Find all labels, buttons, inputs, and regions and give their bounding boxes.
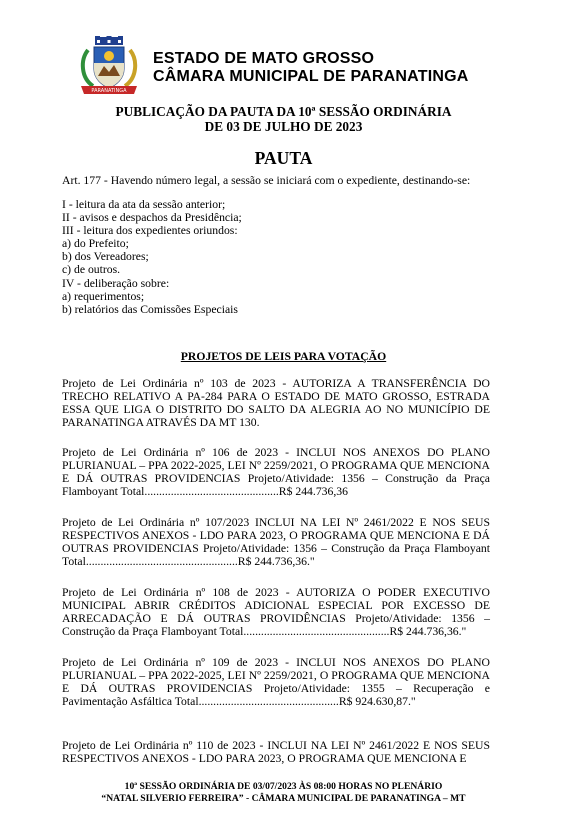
footer-line-1: 10ª SESSÃO ORDINÁRIA DE 03/07/2023 ÀS 08:00 HORAS NO PLENÁRIO [124, 781, 443, 792]
list-item: IV - deliberação sobre: [62, 276, 170, 290]
logo-text: PARANATINGA [91, 88, 127, 94]
list-item: b) relatórios das Comissões Especiais [62, 302, 238, 316]
state-name: ESTADO DE MATO GROSSO [153, 50, 375, 67]
list-item: a) requerimentos; [62, 289, 145, 303]
project-item: Projeto de Lei Ordinária nº 103 de 2023 - AUTORIZA A TRANSFERÊNCIA DO TRECHO RELATIVO A PA-284 PARA O ESTADO DE MATO GROSSO, ESTRADA ESSA QUE LIGA O DISTRITO DO SALTO DA ALEGRIA AO NO MUNICÍPIO DE PARANATINGA ATRAVÉS DA MT 130. [62, 377, 490, 430]
list-item: II - avisos e despachos da Presidência; [62, 211, 242, 225]
header-title [153, 50, 533, 86]
list-item: I - leitura da ata da sessão anterior; [62, 198, 226, 211]
project-item: Projeto de Lei Ordinária nº 110 de 2023 - INCLUI NA LEI Nº 2461/2022 E NOS SEUS RESPECTIVOS ANEXOS - LDO PARA 2023, O PROGRAMA QUE MENCIONA E [62, 739, 490, 766]
publication-title [40, 104, 527, 134]
agenda-list [62, 198, 490, 316]
article-text: Art. 177 - Havendo número legal, a sessão se iniciará com o expediente, destinando-se: [62, 174, 471, 187]
list-item: c) de outros. [62, 263, 121, 277]
project-item: Projeto de Lei Ordinária nº 109 de 2023 - INCLUI NOS ANEXOS DO PLANO PLURIANUAL – PPA 2022-2025, LEI Nº 2259/2021, O PROGRAMA QUE MENCIONA E DÁ OUTRAS PROVIDENCIAS Projeto/Atividade: 1355 – Recuperação e Pavimentação Asfáltica Total................................................R$ 924.630,87." [62, 656, 490, 709]
project-item: Projeto de Lei Ordinária nº 106 de 2023 - INCLUI NOS ANEXOS DO PLANO PLURIANUAL – PPA 2022-2025, LEI Nº 2259/2021, O PROGRAMA QUE MENCIONA E DÁ OUTRAS PROVIDENCIAS Projeto/Atividade: 1356 – Construção da Praça Flamboyant Total..............................................R$ 244.736,36 [62, 446, 490, 499]
publication-line-2: DE 03 DE JULHO DE 2023 [204, 119, 363, 134]
list-item: a) do Prefeito; [62, 237, 129, 251]
projects-section-title: PROJETOS DE LEIS PARA VOTAÇÃO [180, 350, 387, 363]
pauta-title: PAUTA [254, 148, 313, 168]
project-item: Projeto de Lei Ordinária nº 108 de 2023 - AUTORIZA O PODER EXECUTIVO MUNICIPAL ABRIR CRÉDITOS ADICIONAL ESPECIAL POR EXCESSO DE ARRECADAÇÃO E DÁ OUTRAS PROVIDÊNCIAS Projeto/Atividade: 1356 – Construção da Praça Flamboyant Total..................................................R$ 244.736,36." [62, 586, 490, 639]
project-item: Projeto de Lei Ordinária nº 107/2023 INCLUI NA LEI Nº 2461/2022 E NOS SEUS RESPECTIVOS ANEXOS - LDO PARA 2023, O PROGRAMA QUE MENCIONA E DÁ OUTRAS PROVIDENCIAS Projeto/Atividade: 1356 – Construção da Praça Flamboyant Total....................................................R$ 244.736,36." [62, 516, 490, 569]
chamber-name: CÂMARA MUNICIPAL DE PARANATINGA [153, 68, 469, 85]
footer-line-2: “NATAL SILVERIO FERREIRA” - CÂMARA MUNICIPAL DE PARANATINGA – MT [101, 793, 466, 804]
page-footer [40, 781, 527, 805]
publication-line-1: PUBLICAÇÃO DA PAUTA DA 10ª SESSÃO ORDINÁRIA [115, 104, 452, 119]
list-item: III - leitura dos expedientes oriundos: [62, 224, 238, 238]
list-item: b) dos Vereadores; [62, 250, 149, 264]
